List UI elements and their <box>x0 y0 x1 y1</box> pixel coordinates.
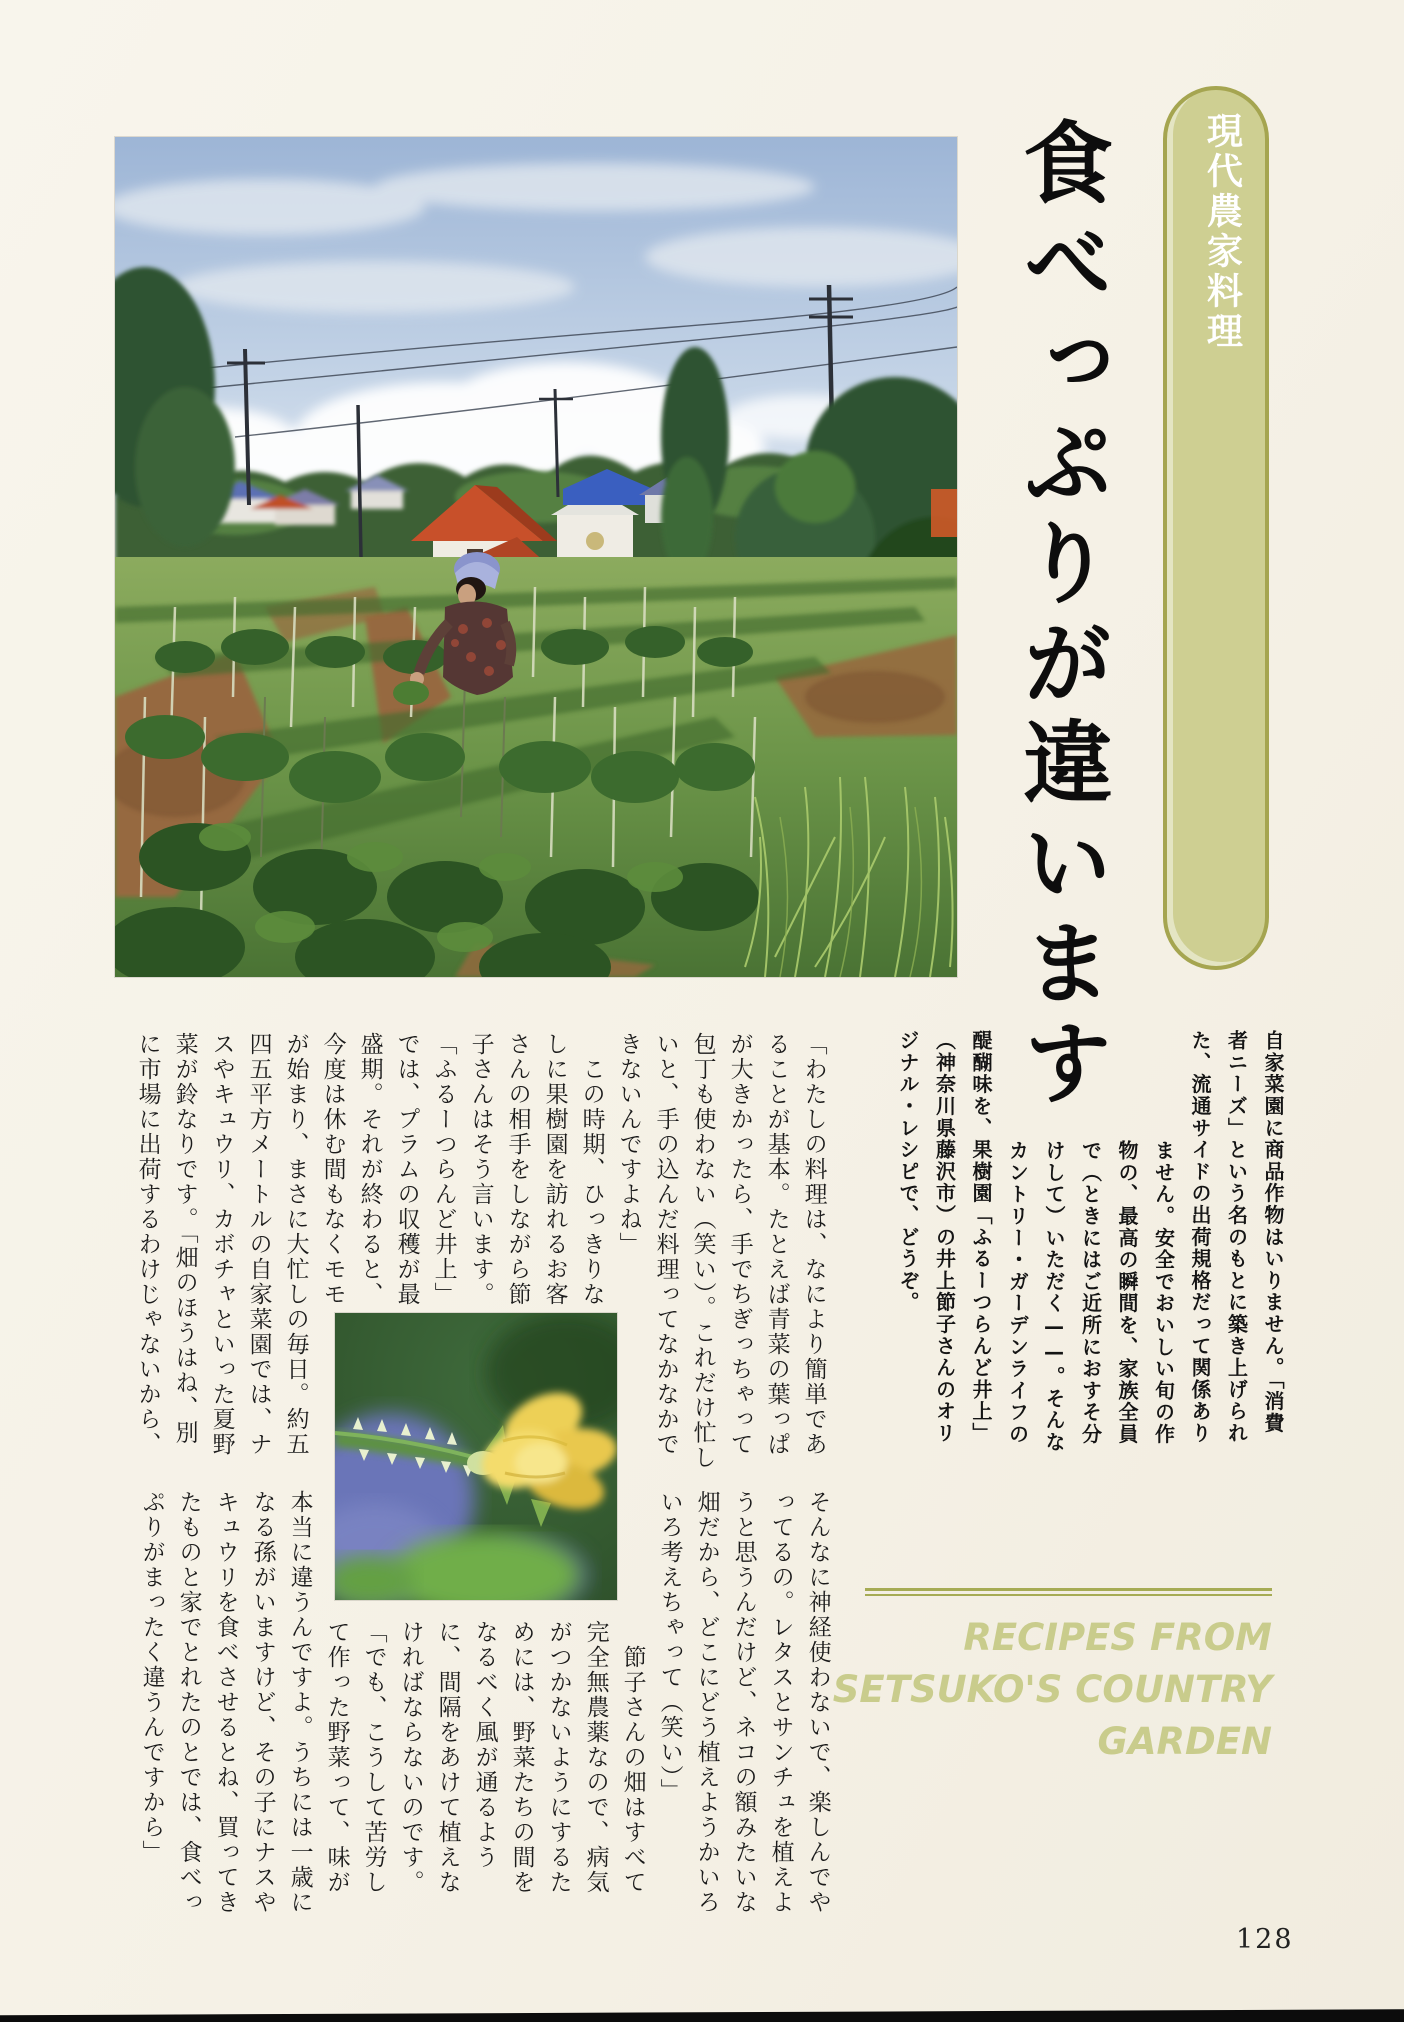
article-column: ければならないのです。 <box>397 1620 424 1895</box>
article-column: キュウリを食べさせるとね、買ってき <box>212 1490 239 1915</box>
article-column: さんの相手をしながら節 <box>504 1032 531 1307</box>
article-column: 節子さんの畑はすべて <box>619 1620 646 1895</box>
article-column: そんなに神経使わないで、楽しんでや <box>804 1490 831 1915</box>
article-column: ぷりがまったく違うんですから」 <box>138 1490 165 1865</box>
article-column: めには、野菜たちの間を <box>508 1620 535 1895</box>
article-column: しに果樹園を訪れるお客 <box>541 1032 568 1307</box>
article-column: が始まり、まさに大忙しの毎日。約五 <box>282 1032 309 1457</box>
article-column: 盛期。それが終わると、 <box>356 1032 383 1307</box>
page-title: 食べっぷりが違います <box>1007 116 1113 1116</box>
article-column: なる孫がいますけど、その子にナスや <box>249 1490 276 1915</box>
article-column: 本当に違うんですよ。うちには一歳に <box>286 1490 313 1915</box>
article-column: この時期、ひっきりな <box>578 1032 605 1307</box>
page-number: 128 <box>1236 1924 1294 1955</box>
english-subtitle-line: GARDEN <box>1097 1719 1272 1763</box>
article-column: 「ふるーつらんど井上」 <box>430 1032 457 1307</box>
intro-column: 者ニーズ」という名のもとに築き上げられ <box>1224 1030 1249 1445</box>
article-column: 包丁も使わない（笑い）。これだけ忙し <box>689 1032 716 1471</box>
english-subtitle-line: SETSUKO'S COUNTRY <box>832 1667 1272 1711</box>
article-column: て作った野菜って、味が <box>323 1620 350 1895</box>
article-column: 完全無農薬なので、病気 <box>582 1620 609 1895</box>
article-column: いろ考えちゃって（笑い）」 <box>656 1490 683 1804</box>
english-subtitle <box>660 1612 1272 1767</box>
article-column: ってるの。レタスとサンチュを植えよ <box>767 1490 794 1915</box>
category-banner-label: 現代農家料理 <box>1201 112 1243 352</box>
article-column: 畑だから、どこにどう植えようかいろ <box>693 1490 720 1915</box>
cucumber-flower-illustration <box>335 1313 617 1600</box>
article-column: うと思うんだけど、ネコの額みたいな <box>730 1490 757 1915</box>
intro-column: ジナル・レシピで、どうぞ。 <box>896 1030 920 1314</box>
article-column: いと、手の込んだ料理ってなかなかで <box>652 1032 679 1457</box>
garden-field-illustration <box>115 137 957 977</box>
intro-column: けして）いただく——。そんな <box>1042 1140 1066 1454</box>
article-column: が大きかったら、手でちぎっちゃって <box>726 1032 753 1457</box>
intro-column: ません。安全でおいしい旬の作 <box>1151 1140 1176 1446</box>
intro-column: た、流通サイドの出荷規格だって関係あり <box>1188 1030 1212 1445</box>
garden-field-photo <box>115 137 957 977</box>
scan-edge-bar <box>0 2007 1404 2022</box>
intro-column: 物の、最高の瞬間を、家族全員 <box>1115 1140 1139 1446</box>
article-column: に市場に出荷するわけじゃないから、 <box>134 1032 161 1457</box>
article-column: に、間隔をあけて植えな <box>434 1620 461 1895</box>
article-column: 「わたしの料理は、なにより簡単であ <box>800 1032 827 1457</box>
article-column: がつかないようにするた <box>545 1620 572 1895</box>
article-column: 子さんはそう言います。 <box>467 1032 494 1307</box>
article-column: では、プラムの収穫が最 <box>393 1032 420 1307</box>
article-column: ることが基本。たとえば青菜の葉っぱ <box>763 1032 790 1457</box>
article-column: スやキュウリ、カボチャといった夏野 <box>208 1032 235 1457</box>
intro-column: 醍醐味を、果樹園「ふるーつらんど井上」 <box>969 1030 993 1445</box>
english-subtitle-line: RECIPES FROM <box>963 1616 1272 1659</box>
article-column: 四五平方メートルの自家菜園では、ナ <box>245 1032 272 1457</box>
section-divider <box>865 1588 1272 1596</box>
article-column: 菜が鈴なりです。「畑のほうはね、別 <box>171 1032 198 1446</box>
intro-column: 自家菜園に商品作物はいりません。「消費 <box>1261 1030 1285 1435</box>
intro-column: で（ときにはご近所におすそ分 <box>1078 1140 1103 1446</box>
article-column: たものと家でとれたのとでは、食べっ <box>175 1490 202 1915</box>
article-column: きないんですよね」 <box>615 1032 642 1257</box>
article-column: なるべく風が通るよう <box>471 1620 498 1870</box>
intro-column: （神奈川県藤沢市）の井上節子さんのオリ <box>932 1030 957 1445</box>
intro-column: カントリー・ガーデンライフの <box>1005 1140 1030 1446</box>
cucumber-flower-photo <box>335 1313 617 1600</box>
article-column: 今度は休む間もなくモモ <box>319 1032 346 1307</box>
article-column: 「でも、こうして苦労し <box>360 1620 387 1895</box>
